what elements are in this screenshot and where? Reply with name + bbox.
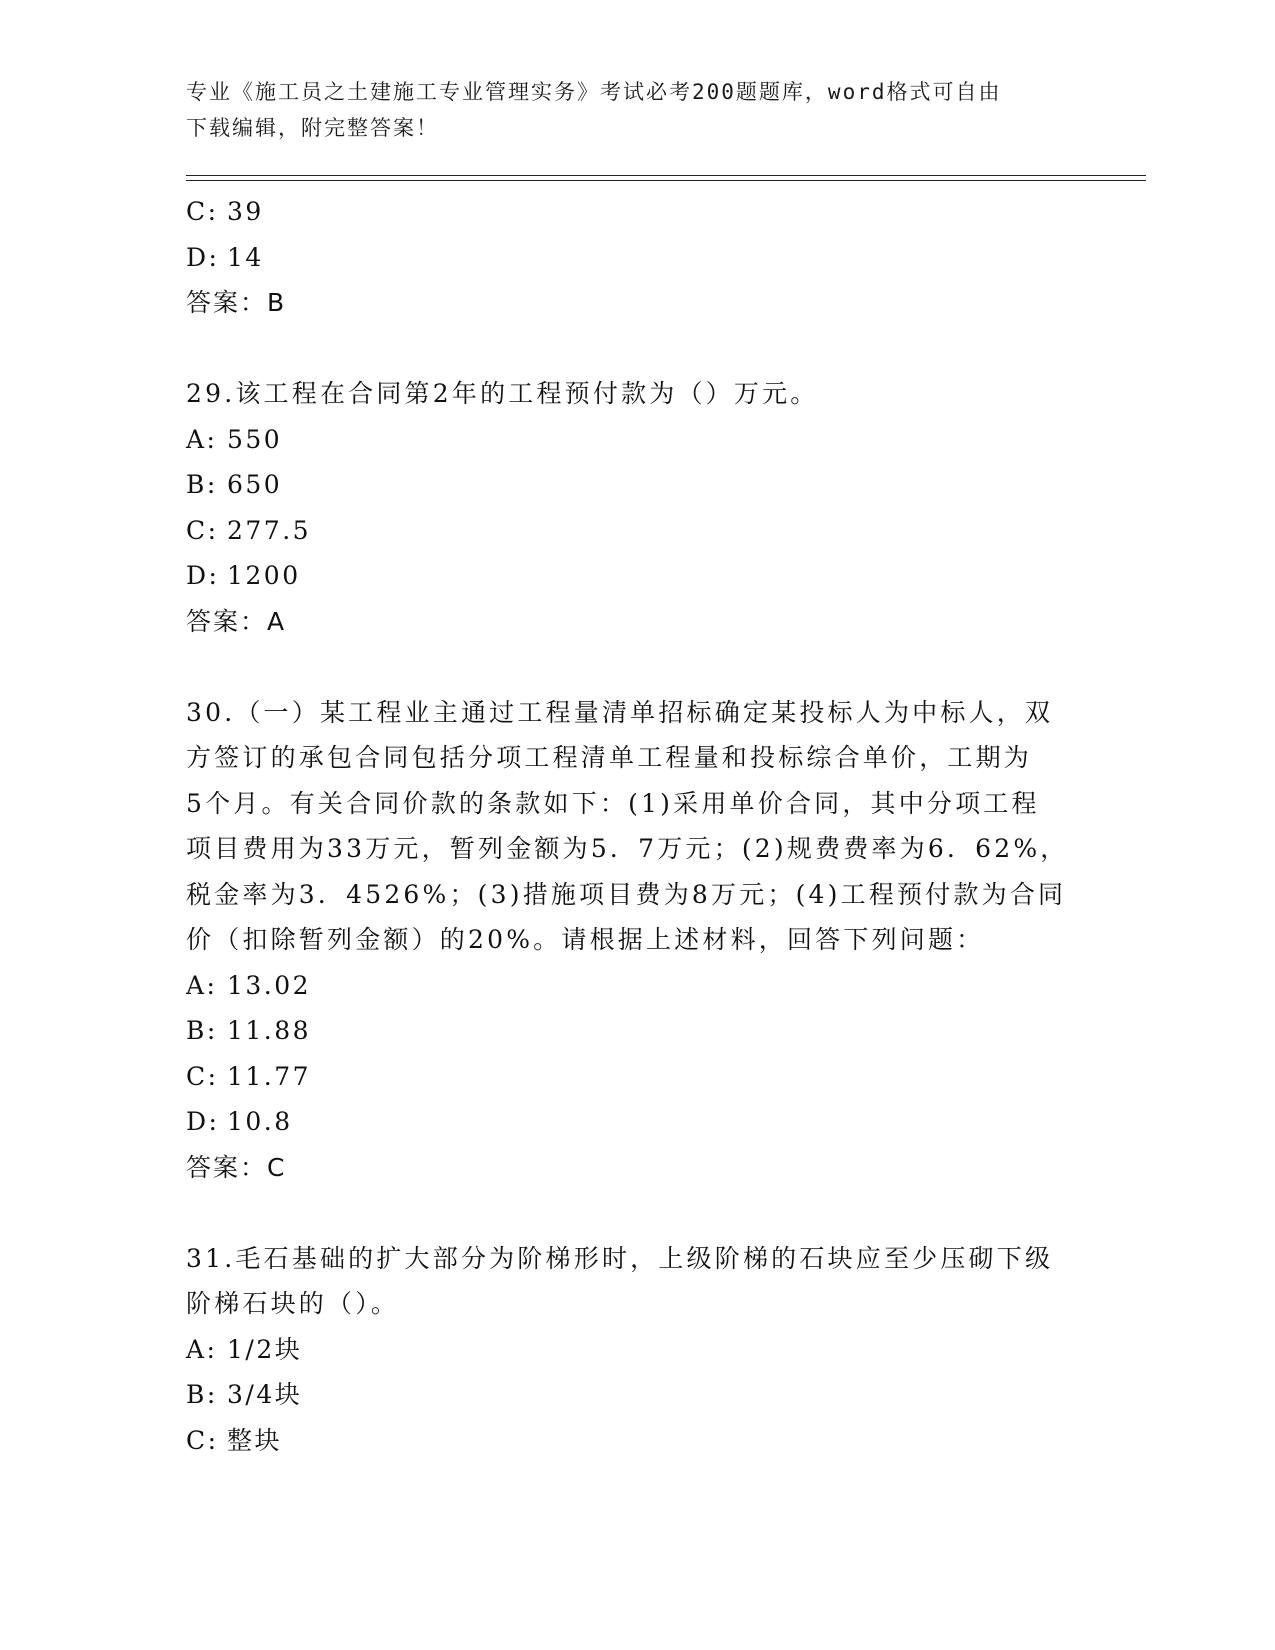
option-key: A:	[186, 424, 218, 454]
option-key: C:	[186, 515, 219, 545]
option-key: D:	[186, 561, 220, 590]
option-value: 550	[227, 424, 283, 454]
document-header	[186, 74, 1066, 146]
header-line-2: 下载编辑，附完整答案！	[186, 116, 439, 140]
answer-line: 答案：C	[186, 1152, 287, 1182]
option-value: 整块	[227, 1425, 283, 1455]
option-key: D:	[186, 1107, 220, 1136]
spacer	[186, 326, 1076, 372]
option-c	[186, 189, 1076, 235]
question-text	[186, 1236, 1076, 1327]
header-rule-top	[186, 175, 1146, 176]
header-rule-bottom	[186, 180, 1146, 181]
option-a	[186, 963, 1076, 1009]
question-30	[186, 690, 1076, 1191]
option-value: 1/2块	[227, 1334, 303, 1364]
question-line: 税金率为3．4526%；(3)措施项目费为8万元；(4)工程预付款为合同	[186, 879, 1067, 909]
option-value: 11.77	[227, 1061, 312, 1091]
header-line-1: 专业《施工员之土建施工专业管理实务》考试必考200题题库，word格式可自由	[186, 80, 1002, 104]
option-key: C:	[186, 1061, 219, 1091]
question-29	[186, 371, 1076, 644]
question-line: 价（扣除暂列金额）的20%。请根据上述材料，回答下列问题：	[186, 925, 985, 954]
option-value: 39	[227, 197, 264, 226]
question-line: 方签订的承包合同包括分项工程清单工程量和投标综合单价，工期为	[186, 743, 1033, 772]
option-value: 277.5	[227, 515, 312, 545]
option-key: B:	[186, 470, 218, 499]
option-b	[186, 1008, 1076, 1054]
option-b	[186, 1372, 1076, 1418]
question-line: 项目费用为33万元，暂列金额为5．7万元；(2)规费费率为6．62%，	[186, 834, 1069, 863]
question-list	[186, 189, 1076, 1463]
question-line: 5个月。有关合同价款的条款如下：(1)采用单价合同，其中分项工程	[186, 788, 1040, 818]
option-d	[186, 553, 1076, 599]
option-key: B:	[186, 1016, 218, 1045]
question-28-tail	[186, 189, 1076, 326]
option-value: 1200	[227, 561, 301, 590]
question-line: 阶梯石块的（）。	[186, 1289, 400, 1318]
option-key: C:	[186, 197, 219, 226]
option-key: A:	[186, 970, 218, 1000]
option-c	[186, 1418, 1076, 1464]
option-key: B:	[186, 1380, 218, 1409]
option-key: A:	[186, 1334, 218, 1364]
option-value: 14	[227, 242, 264, 272]
question-31	[186, 1236, 1076, 1464]
spacer	[186, 644, 1076, 690]
answer-line: 答案：B	[186, 288, 287, 317]
question-line: 30.（一）某工程业主通过工程量清单招标确定某投标人为中标人，双	[186, 697, 1054, 727]
answer-line: 答案：A	[186, 606, 287, 636]
option-a	[186, 1327, 1076, 1373]
option-key: D:	[186, 242, 220, 272]
option-b	[186, 462, 1076, 508]
option-value: 3/4块	[227, 1380, 303, 1409]
option-key: C:	[186, 1425, 219, 1455]
option-value: 13.02	[227, 970, 312, 1000]
question-line: 31.毛石基础的扩大部分为阶梯形时，上级阶梯的石块应至少压砌下级	[186, 1243, 1054, 1273]
option-value: 10.8	[227, 1107, 293, 1136]
option-d	[186, 1099, 1076, 1145]
question-text	[186, 690, 1076, 963]
option-value: 650	[227, 470, 283, 499]
spacer	[186, 1190, 1076, 1236]
option-value: 11.88	[227, 1016, 312, 1045]
question-text	[186, 371, 1076, 417]
option-c	[186, 508, 1076, 554]
option-a	[186, 417, 1076, 463]
option-c	[186, 1054, 1076, 1100]
option-d	[186, 235, 1076, 281]
question-line: 29.该工程在合同第2年的工程预付款为（）万元。	[186, 379, 819, 408]
